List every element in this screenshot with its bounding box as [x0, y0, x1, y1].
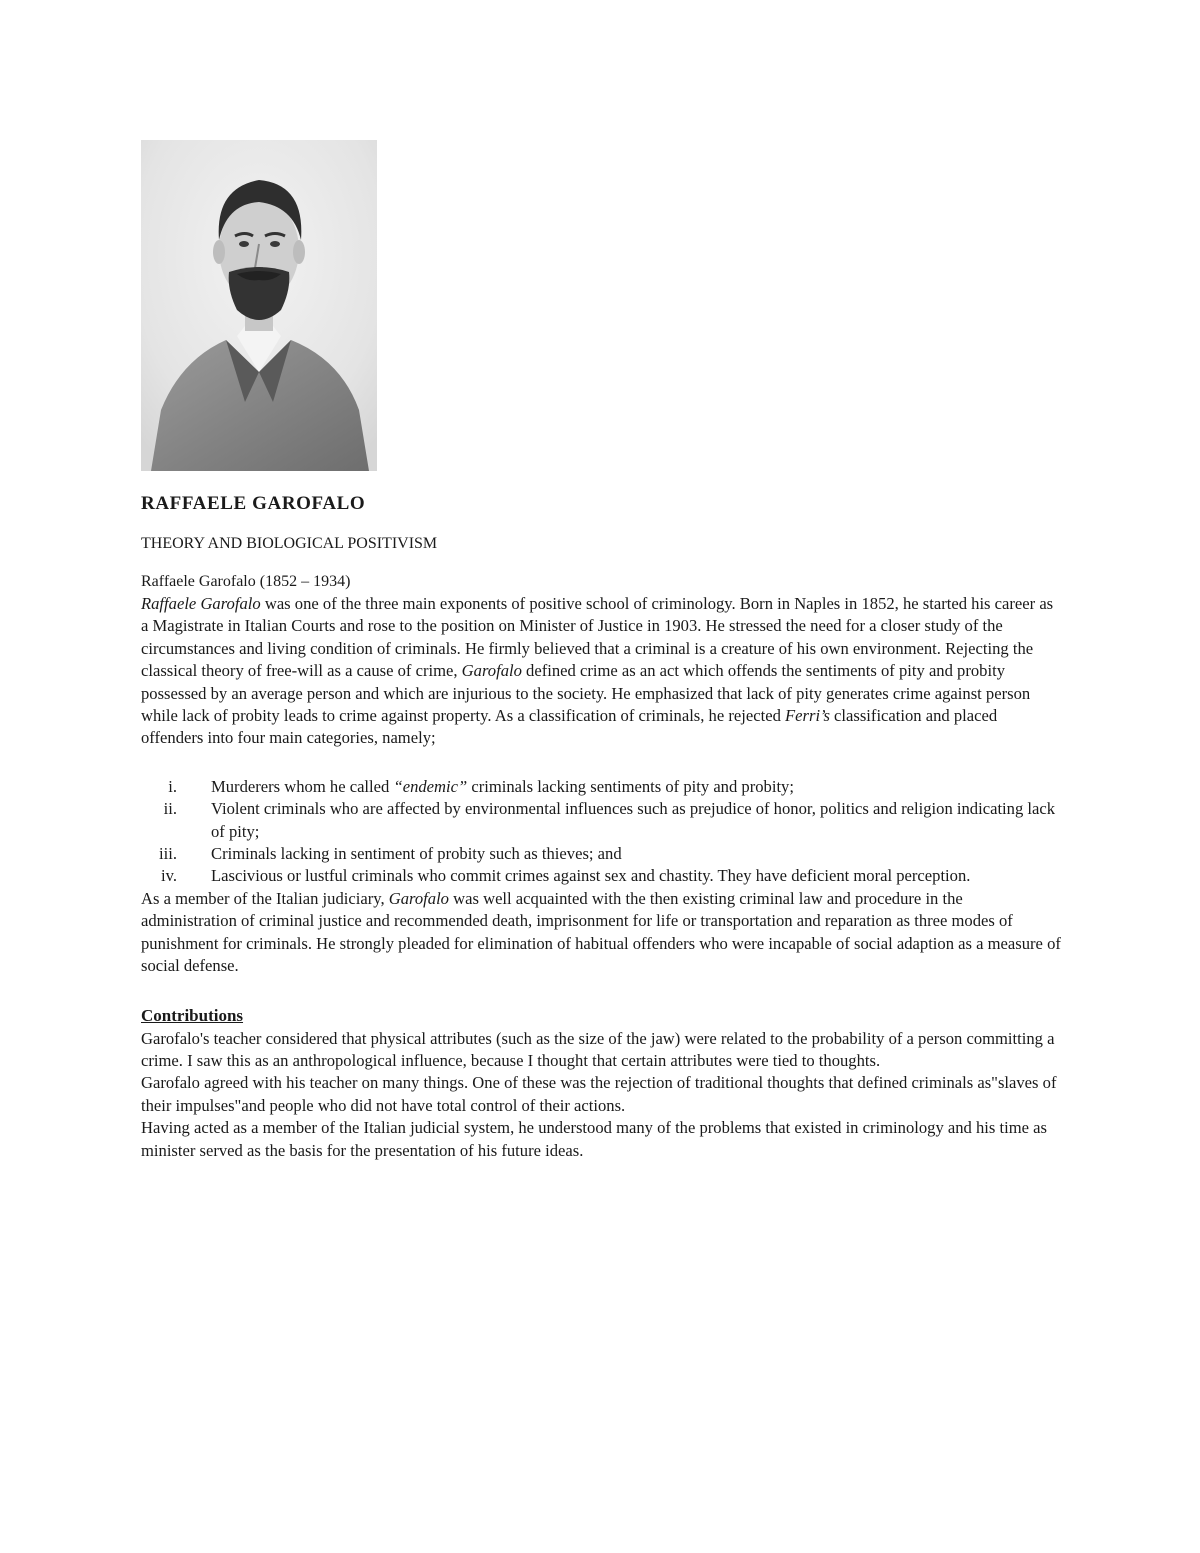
list-item [141, 865, 1061, 887]
life-dates: Raffaele Garofalo (1852 – 1934) [141, 573, 351, 590]
list-item-text: Criminals lacking in sentiment of probity such as thieves; and [211, 844, 622, 864]
list-item [141, 798, 1061, 843]
intro-text-a: was one of the three main exponents of positive school of criminology. Born in Naples in 1852, he started his career as a Magistrate in Italian Courts and rose to the position on Minister of Justice in 1903. He stressed the need for a closer study of the circumstances and living condition of criminals. He firmly believed that a criminal is a creature of his own environment. Rejecting the classical theory of free-will as a cause of crime, [141, 594, 1054, 681]
intro-garofalo: Garofalo [461, 661, 522, 681]
list-item-text-post: criminals lacking sentiments of pity and probity; [467, 776, 794, 796]
intro-ferri: Ferri’s [785, 706, 830, 726]
list-item [141, 776, 1061, 798]
contributions-paragraph-1: Garofalo's teacher considered that physical attributes (such as the size of the jaw) were related to the probability of a person committing a crime. I saw this as an anthropological influence, because I thought that certain attributes were tied to thoughts. [141, 1028, 1055, 1070]
judiciary-text-a: As a member of the Italian judiciary, [141, 888, 389, 908]
list-item-text: Murderers whom he called [211, 776, 394, 796]
document-page [141, 140, 1061, 1162]
list-item-text: Lascivious or lustful criminals who commit crimes against sex and chastity. They have deficient moral perception. [211, 866, 971, 886]
list-item-italic: “endemic” [393, 776, 468, 796]
portrait-photo [141, 140, 377, 471]
intro-text-b: defined crime as an act which offends the sentiments of pity and probity possessed by an average person and which are injurious to the society. He emphasized that lack of pity generates crime against person while lack of probity leads to crime against property. As a classification of criminals, he rejected [141, 661, 1031, 726]
judiciary-text-b: was well acquainted with the then existing criminal law and procedure in the administration of criminal justice and recommended death, imprisonment for life or transportation and reparation as three modes of punishment for criminals. He strongly pleaded for elimination of habitual offenders who were incapable of social adaption as a measure of social defense. [141, 888, 1061, 976]
list-item-text: Violent criminals who are affected by environmental influences such as prejudice of honor, politics and religion indicating lack of pity; [211, 799, 1056, 841]
list-item-number: iii. [159, 844, 177, 864]
contributions-paragraph-3: Having acted as a member of the Italian judicial system, he understood many of the problems that existed in criminology and his time as minister served as the basis for the presentation of his future ideas. [141, 1118, 1047, 1160]
list-item-number: i. [168, 776, 177, 796]
intro-name: Raffaele Garofalo [141, 594, 261, 613]
intro-paragraph [141, 593, 1061, 750]
page-title: RAFFAELE GAROFALO [141, 493, 366, 514]
intro-text-c: classification and placed offenders into four main categories, namely; [141, 706, 998, 748]
list-item-number: iv. [161, 866, 177, 886]
subtitle: THEORY AND BIOLOGICAL POSITIVISM [141, 535, 438, 552]
contributions-paragraph-2: Garofalo agreed with his teacher on many things. One of these was the rejection of traditional thoughts that defined criminals as"slaves of their impulses"and people who did not have total control of their actions. [141, 1073, 1057, 1115]
criminal-categories-list [141, 776, 1061, 888]
contributions-heading: Contributions [141, 1005, 244, 1025]
judiciary-garofalo: Garofalo [388, 888, 449, 908]
judiciary-paragraph [141, 888, 1061, 978]
list-item-number: ii. [163, 799, 177, 819]
list-item [141, 843, 1061, 865]
